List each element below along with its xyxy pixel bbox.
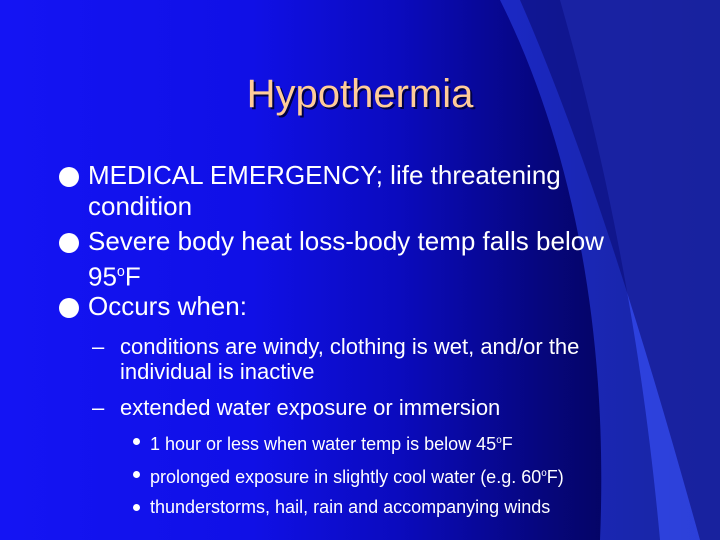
bullet-dot bbox=[59, 298, 79, 318]
sub-bullet-dash: – bbox=[92, 395, 105, 420]
sub-bullet-1-line-2: individual is inactive bbox=[120, 359, 315, 384]
bullet-2-line-2: 95$^o$F bbox=[88, 261, 141, 292]
sub-sub-bullet-2: prolonged exposure in slightly cool water (e.g. 60$^o$F) bbox=[150, 467, 564, 487]
slide-title: Hypothermia bbox=[246, 72, 474, 116]
sub-bullet-1-line-1: conditions are windy, clothing is wet, and/or the bbox=[120, 334, 580, 359]
sub-bullet-dash: – bbox=[92, 334, 105, 359]
bullet-2-line-1: Severe body heat loss-body temp falls below bbox=[88, 226, 604, 256]
sub-sub-bullet-1: 1 hour or less when water temp is below 45$^o$F bbox=[150, 434, 513, 454]
bullet-1-line-2: condition bbox=[88, 191, 193, 221]
bullet-3-line-1: Occurs when: bbox=[88, 291, 247, 321]
sub-sub-bullet-dot bbox=[133, 471, 140, 478]
sub-sub-bullet-dot bbox=[133, 504, 140, 511]
bullet-dot bbox=[59, 167, 79, 187]
bullet-dot bbox=[59, 233, 79, 253]
sub-bullet-2-line-1: extended water exposure or immersion bbox=[120, 395, 501, 420]
sub-sub-bullet-dot bbox=[133, 438, 140, 445]
bullet-1-line-1: MEDICAL EMERGENCY; life threatening bbox=[88, 160, 561, 190]
sub-sub-bullet-3: thunderstorms, hail, rain and accompanying winds bbox=[150, 497, 551, 517]
